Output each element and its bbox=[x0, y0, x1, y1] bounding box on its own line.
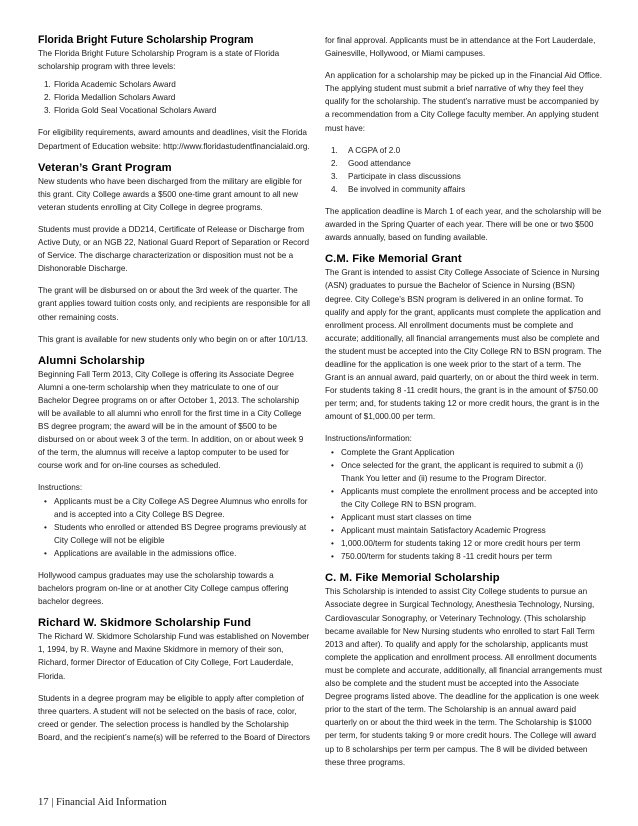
florida-note: For eligibility requirements, award amounts and deadlines, visit the Florida Department of Education website: http://www.floridastudentfinancialaid.org. bbox=[38, 128, 310, 151]
veteran-grant-section bbox=[38, 162, 310, 346]
right-column bbox=[325, 34, 602, 769]
fike-grant-section bbox=[325, 253, 602, 563]
skidmore-paragraph: The Richard W. Skidmore Scholarship Fund was established on November 1, 1994, by R. Wayne and Maxine Skidmore in memory of their son, Richard, former Director of Education of City College, Fort Lauderdale, Florida. bbox=[38, 632, 310, 681]
list-item: • Applications are available in the admissions office. bbox=[38, 547, 310, 560]
bullet-icon: • bbox=[331, 552, 334, 562]
florida-bright-future-section bbox=[38, 34, 310, 153]
list-item: • Complete the Grant Application bbox=[325, 446, 602, 459]
skidmore-paragraph: Students in a degree program may be eligible to apply after completion of three quarters. A student will not be selected on the basis of race, color, creed or gender. The selection process is handled by the Scholarship Board, and the recipient’s name(s) will be referred to the Board of Directors bbox=[38, 693, 310, 742]
veteran-paragraph: New students who have been discharged from the military are eligible for this grant. City College awards a $500 one-time grant amount to all new veteran students enrolling at City College in degree programs. bbox=[38, 176, 302, 212]
skidmore-heading: Richard W. Skidmore Scholarship Fund bbox=[38, 617, 252, 630]
fike-grant-instructions-list bbox=[325, 446, 602, 564]
skidmore-cont-paragraph: for final approval. Applicants must be in attendance at the Fort Lauderdale, Gainesville, Hollywood, or Miami campuses. bbox=[325, 36, 596, 59]
list-item: • 750.00/term for students taking 8 -11 credit hours per term bbox=[325, 550, 602, 563]
fike-grant-heading: C.M. Fike Memorial Grant bbox=[325, 253, 462, 266]
requirements-list bbox=[325, 144, 602, 196]
left-column bbox=[38, 34, 310, 744]
bullet-icon: • bbox=[331, 486, 334, 496]
bullet-icon: • bbox=[331, 526, 334, 536]
bullet-icon: • bbox=[331, 513, 334, 522]
skidmore-cont-paragraph: An application for a scholarship may be picked up in the Financial Aid Office. The applying student must submit a brief narrative of why they feel they qualify for the scholarship. The student’s narrative must be accompanied by a recommendation from a City College faculty member. An applying student must have: bbox=[325, 71, 603, 133]
veteran-paragraph: Students must provide a DD214, Certificate of Release or Discharge from Active Duty, or an NGB 22, National Guard Report of Separation or Record of Service. The discharge characterization or disposition must not be a Dishonorable Discharge. bbox=[38, 224, 310, 274]
skidmore-cont-paragraph: The application deadline is March 1 of each year, and the scholarship will be awarded in the Spring Quarter of each year. There will be one or two $500 awards annually, based on funding available. bbox=[325, 207, 602, 243]
list-item: • Applicants must be a City College AS Degree Alumnus who enrolls for and is accepted into a City College BS Degree. bbox=[44, 496, 308, 519]
bullet-icon: • bbox=[44, 548, 47, 558]
fike-scholarship-section bbox=[325, 572, 602, 768]
veteran-paragraph: The grant will be disbursed on or about the 3rd week of the quarter. The grant applies toward tuition costs only, and recipients are responsible for all other remaining costs. bbox=[38, 286, 311, 322]
list-item: • 1,000.00/term for students taking 12 or more credit hours per term bbox=[325, 537, 602, 550]
page-number: 17 bbox=[38, 797, 49, 808]
bullet-icon: • bbox=[44, 522, 47, 532]
alumni-heading: Alumni Scholarship bbox=[38, 354, 145, 367]
alumni-paragraph: Hollywood campus graduates may use the scholarship towards a bachelors program on-line or at another City College campus offering bachelor degrees. bbox=[38, 571, 289, 607]
bullet-icon: • bbox=[331, 539, 334, 549]
list-item: 2. Good attendance bbox=[331, 158, 411, 168]
fike-scholarship-paragraph: This Scholarship is intended to assist City College students to pursue an Associate degree in Surgical Technology, Anesthesia Technology, Nursing, Cardiovascular Sonography, or Veterinary Technology. (This scholarship became available for New Nursing students who enrolled to start Fall Term 2013 and after). To qualify and apply for the scholarship, applicants must complete the application and enrollment process. All enrollment documents must be complete and accurate, additionally, all financial arrangements must also be complete and the student must be accepted into the Associate Degree programs listed above. The deadline for the application is one week prior to the start of the term. The Scholarship is an annual award paid quarterly on or about the third week in the term. The Scholarship is $1000 per term, for students taking 9 or more credit hours. The College will award up to 8 scholarships per term per campus. The 8 will be divided between these three programs. bbox=[325, 587, 603, 767]
list-item: 1. Florida Academic Scholars Award bbox=[44, 80, 176, 90]
bullet-icon: • bbox=[44, 496, 47, 506]
page-footer bbox=[38, 797, 167, 808]
skidmore-continued-section bbox=[325, 34, 602, 244]
alumni-scholarship-section bbox=[38, 355, 310, 609]
list-item: • Applicants must complete the enrollment process and be accepted into the City College RN to BSN program. bbox=[331, 486, 598, 509]
list-item: • Applicant must maintain Satisfactory Academic Progress bbox=[325, 524, 602, 537]
florida-intro: The Florida Bright Future Scholarship Program is a state of Florida scholarship program with three levels: bbox=[38, 49, 280, 72]
bullet-icon: • bbox=[331, 447, 334, 457]
list-item: 4. Be involved in community affairs bbox=[331, 184, 466, 194]
fike-grant-paragraph: The Grant is intended to assist City College Associate of Science in Nursing (ASN) graduates to pursue the Bachelor of Science in Nursing (BSN) degree. City College’s BSN program is delivered in an online format. To qualify and apply for the grant, applicants must complete the application and enrollment process. All enrollment documents must be complete and accurate; additionally, all financial arrangements must also be complete and the student must be accepted into the City College RN to BSN program. The deadline for the application is one week prior to the start of a term. The Grant is an annual award, paid quarterly, on or about the third week in term. For students taking 8 -11 credit hours, the grant is in the amount of $750.00 per term; and, for students taking 12 or more credit hours, the grant is in the amount of $1,000.00 per term. bbox=[325, 268, 602, 422]
list-item: • Applicant must start classes on time bbox=[325, 511, 602, 524]
veteran-paragraph: This grant is available for new students only who begin on or after 10/1/13. bbox=[38, 334, 308, 344]
fike-grant-instructions-label: Instructions/information: bbox=[325, 434, 412, 444]
footer-section-title: Financial Aid Information bbox=[56, 797, 167, 808]
alumni-instructions-list bbox=[38, 495, 310, 560]
list-item: 3. Florida Gold Seal Vocational Scholars Award bbox=[44, 106, 217, 116]
alumni-instructions-label: Instructions: bbox=[38, 483, 83, 493]
list-item: • Once selected for the grant, the applicant is required to submit a (i) Thank You letter and (ii) resume to the Program Director. bbox=[331, 460, 584, 483]
list-item: • Students who enrolled or attended BS Degree programs previously at City College will not be eligible bbox=[44, 522, 307, 545]
list-item: 2. Florida Medallion Scholars Award bbox=[44, 93, 176, 103]
veteran-heading: Veteran’s Grant Program bbox=[38, 161, 172, 174]
bullet-icon: • bbox=[331, 460, 334, 470]
list-item: 1. A CGPA of 2.0 bbox=[331, 145, 401, 155]
fike-scholarship-heading: C. M. Fike Memorial Scholarship bbox=[325, 572, 500, 585]
alumni-paragraph: Beginning Fall Term 2013, City College is offering its Associate Degree Alumni a one-term scholarship when they matriculate to one of our Bachelor Degree programs on or after October 1, 2013. The scholarship will be available to all alumni who enroll for the first time in a City College BS degree program; the award will be in the amount of $500 to be disbursed on or about week 3 of the term. In addition, on or about week 9 of the term, the alumnus will receive a laptop computer to be used for course work and for on-line courses as scheduled. bbox=[38, 369, 304, 471]
florida-heading: Florida Bright Future Scholarship Program bbox=[38, 34, 254, 46]
florida-levels-list bbox=[38, 78, 310, 117]
list-item: 3. Participate in class discussions bbox=[331, 171, 461, 181]
skidmore-fund-section bbox=[38, 617, 310, 744]
footer-separator: | bbox=[51, 797, 54, 808]
